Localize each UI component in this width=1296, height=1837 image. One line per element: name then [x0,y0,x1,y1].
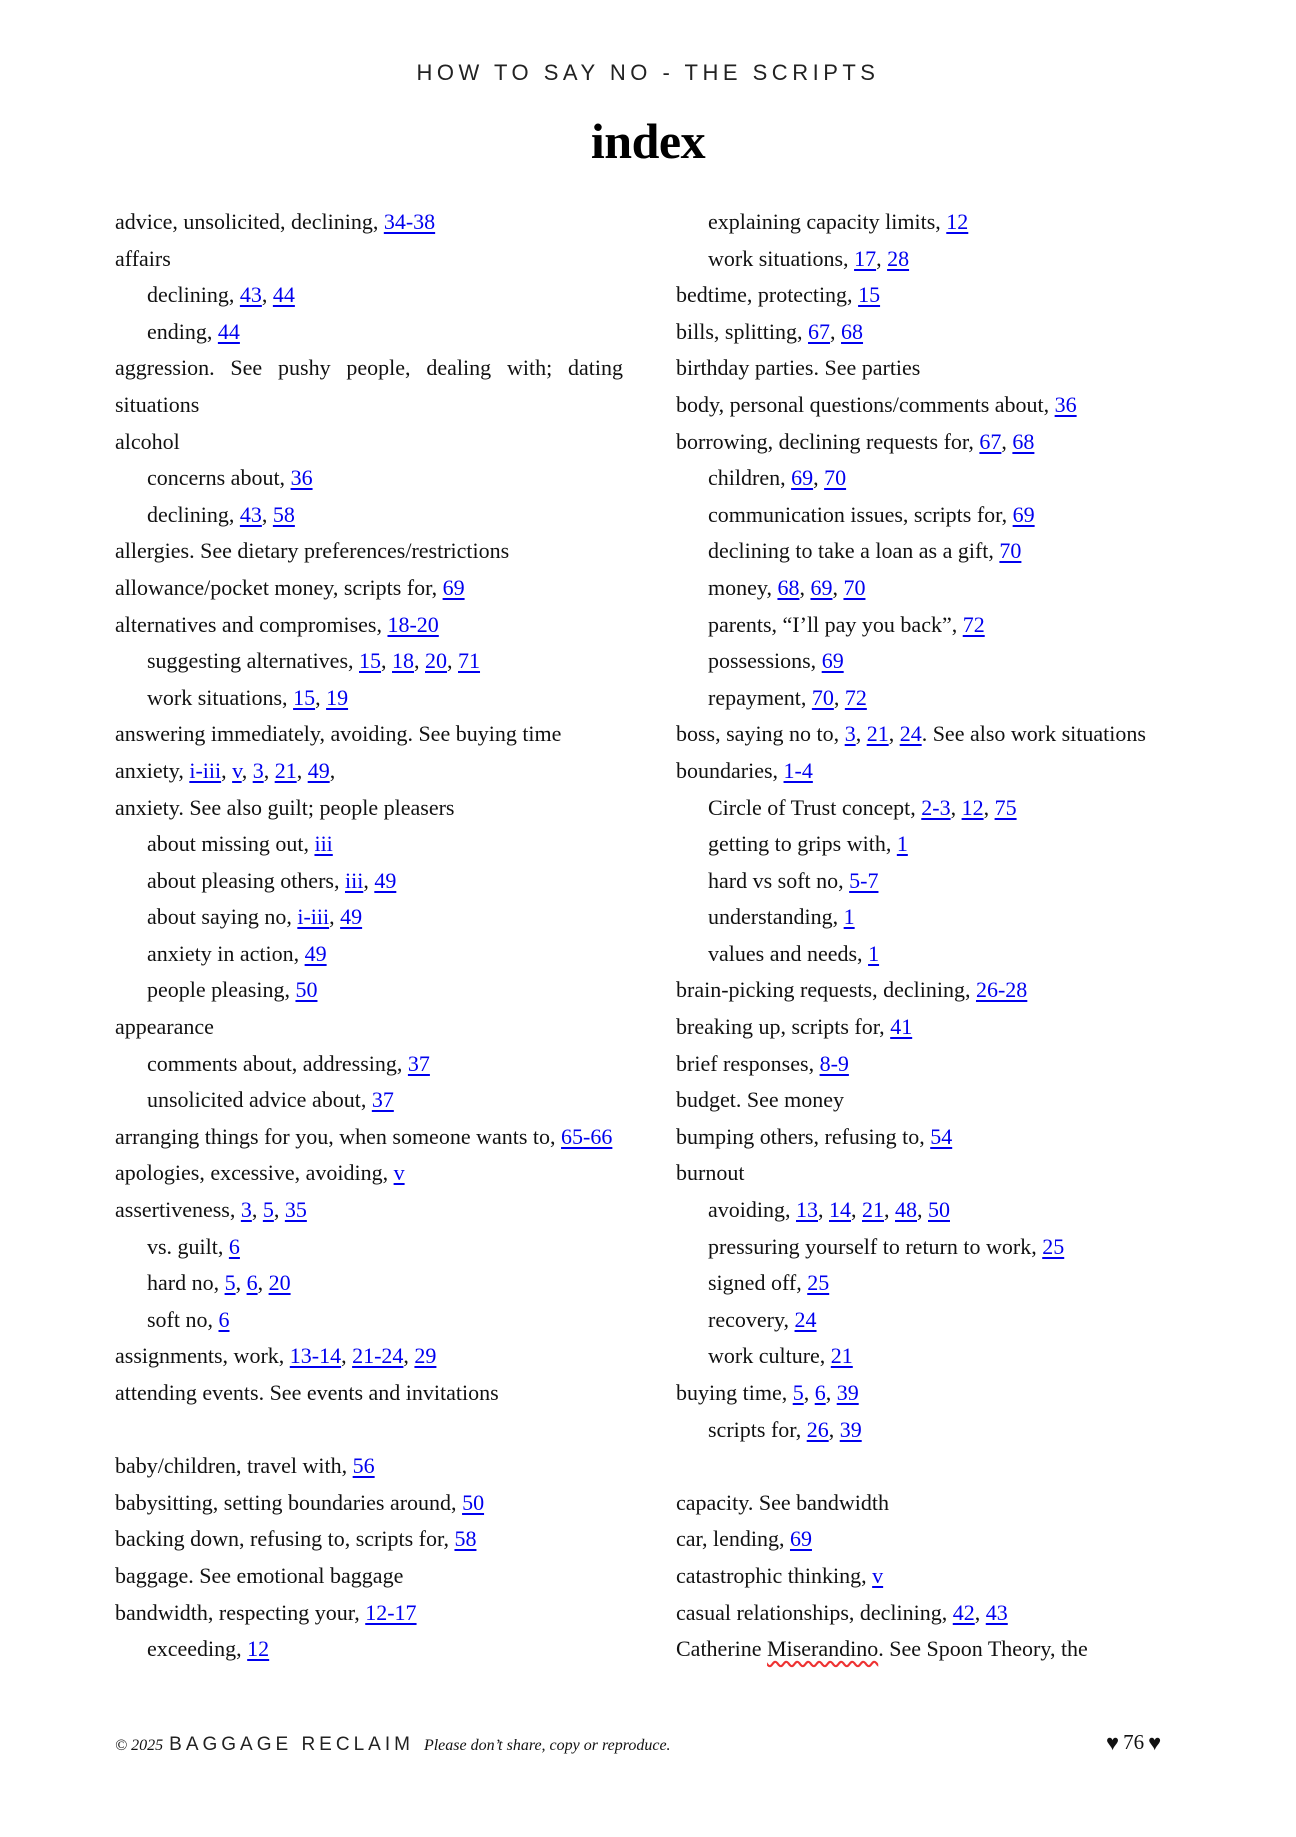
page-link[interactable]: 6 [246,1270,258,1296]
page-link[interactable]: 67 [979,428,1002,454]
index-entry: bills, splitting, 67, 68 [676,318,864,344]
page-link[interactable]: 1-4 [783,757,813,783]
entry-text: unsolicited advice about, [147,1087,372,1113]
entry-text: possessions, [708,648,822,674]
index-subentry [676,826,1184,863]
entry-text: advice, unsolicited, declining, [115,209,384,234]
page-link[interactable]: 3 [252,757,264,783]
page-link[interactable]: 36 [290,465,313,491]
page-link[interactable]: iii [314,831,333,857]
index-subentry: money, 68, 69, 70 [708,574,866,600]
index-entry: casual relationships, declining, 42, 43 [676,1599,1008,1625]
index-entry: boss, saying no to, 3, 21, 24. See also work situations [676,721,1146,747]
index-subentry: about pleasing others, iii, 49 [147,867,397,893]
page-link[interactable]: 1 [868,940,880,966]
index-entry [115,350,623,423]
index-subentry [115,314,623,351]
entry-text: anxiety. See also guilt; people pleasers [115,794,455,820]
page-link[interactable]: 12 [961,794,984,820]
entry-text: about missing out, [147,831,315,857]
index-subentry [676,1229,1184,1266]
entry-text: anxiety in action, [147,940,305,966]
page-link[interactable]: 21 [830,1343,853,1369]
page-link[interactable]: 58 [454,1526,477,1552]
entry-text: repayment, [708,684,812,710]
index-subentry: work situations, 15, 19 [147,684,349,710]
index-subentry [115,936,623,973]
entry-text: allowance/pocket money, scripts for, [115,574,443,600]
page-link[interactable]: 25 [807,1270,830,1296]
page-link[interactable]: 20 [425,648,448,674]
page-link[interactable]: 17 [854,245,877,271]
entry-text: borrowing, declining requests for, [676,428,980,454]
index-entry [115,570,623,607]
page-link[interactable]: 36 [1054,391,1077,417]
index-subentry [676,497,1184,534]
index-entry [115,1448,623,1485]
page-link[interactable]: 69 [821,648,844,674]
index-subentry [676,899,1184,936]
index-entry [115,1119,623,1156]
page-link[interactable]: i-iii [297,904,330,930]
page-link[interactable]: 18 [392,648,415,674]
page-link[interactable]: 34-38 [383,209,436,234]
index-entry [115,1485,623,1522]
page-link[interactable]: 68 [777,574,800,600]
section-gap [676,1448,1184,1485]
page-link[interactable]: 39 [839,1416,862,1442]
index-column-left [115,204,623,1668]
index-entry [115,716,623,753]
page-link[interactable]: 15 [293,684,316,710]
index-subentry: declining, 43, 58 [147,501,295,527]
entry-text: work situations, [708,245,855,271]
copyright: © 2025 [115,1737,164,1754]
entry-text: Circle of Trust concept, [708,794,922,820]
entry-text: Catherine [676,1636,768,1662]
index-entry [115,1558,623,1595]
page-link[interactable]: 5-7 [849,867,879,893]
page-link[interactable]: 75 [994,794,1017,820]
index-entry [115,424,623,461]
index-entry [676,387,1184,424]
page-link[interactable]: iii [344,867,364,893]
page-link[interactable]: 49 [340,904,363,930]
index-subentry: suggesting alternatives, 15, 18, 20, 71 [147,648,481,674]
page-link[interactable]: 5 [262,1197,274,1223]
entry-text: birthday parties. See parties [676,355,921,381]
page-link[interactable]: 69 [810,574,833,600]
page-link[interactable]: 70 [843,574,866,600]
index-subentry: declining, 43, 44 [147,282,295,308]
page-link[interactable]: 26 [806,1416,829,1442]
index-subentry [115,1082,623,1119]
page-link[interactable]: 12 [247,1636,270,1662]
page-link[interactable]: 44 [217,318,240,344]
index-entry [115,1521,623,1558]
entry-text: pressuring yourself to return to work, [708,1233,1043,1259]
page-link[interactable]: 21 [274,757,297,783]
index-subentry [676,1302,1184,1339]
page-link[interactable]: 21 [862,1197,884,1223]
index-entry [115,533,623,570]
page-link[interactable]: 50 [928,1197,950,1223]
index-subentry: repayment, 70, 72 [708,684,867,710]
index-entry [115,790,623,827]
page-link[interactable]: 71 [458,648,481,674]
page-link[interactable]: 2-3 [921,794,951,820]
index-column-right [676,204,1184,1668]
entry-text: work situations, [147,684,294,710]
page-link[interactable]: 25 [1042,1233,1065,1259]
index-entry: anxiety, i-iii, v, 3, 21, 49, [115,757,336,783]
page-link[interactable]: 24 [899,721,922,747]
page-link[interactable]: 18-20 [387,611,439,637]
page-link[interactable]: 1 [896,831,908,857]
page-link[interactable]: 15 [858,282,881,308]
entry-text: boundaries, [676,757,784,783]
page-link[interactable]: 42 [952,1599,975,1625]
index-subentry [676,863,1184,900]
index-subentry: Circle of Trust concept, 2-3, 12, 75 [708,794,1017,820]
index-subentry [676,204,1184,241]
page-link[interactable]: 49 [304,940,327,966]
page-link[interactable]: 54 [930,1123,953,1149]
footer [115,1734,671,1756]
entry-text: casual relationships, declining, [676,1599,953,1625]
page-link[interactable]: 19 [326,684,349,710]
page-link[interactable]: 68 [1012,428,1035,454]
page-link[interactable]: 70 [999,538,1022,564]
page-link[interactable]: 24 [794,1306,817,1332]
page-link[interactable]: 21 [866,721,889,747]
entry-text: car, lending, [676,1526,790,1552]
page-link[interactable]: 50 [295,977,318,1003]
page-link[interactable]: 28 [887,245,910,271]
entry-trailing-text: . See Spoon Theory, the [878,1636,1088,1662]
index-subentry [115,1229,623,1266]
copy-notice: Please don’t share, copy or reproduce. [423,1737,671,1754]
entry-trailing-text: , [329,757,336,783]
entry-text: backing down, refusing to, scripts for, [115,1526,455,1552]
entry-text: about pleasing others, [147,867,345,893]
index-entry [676,753,1184,790]
index-subentry: scripts for, 26, 39 [708,1416,862,1442]
entry-text: allergies. See dietary preferences/restrictions [115,538,510,564]
index-entry [115,241,623,278]
entry-text: communication issues, scripts for, [708,501,1013,527]
entry-text: attending events. See events and invitations [115,1380,499,1405]
page-link[interactable]: 5 [224,1270,236,1296]
entry-text: bedtime, protecting, [676,282,859,308]
index-entry [115,1375,623,1412]
index-subentry: about saying no, i-iii, 49 [147,904,363,930]
index-subentry [115,972,623,1009]
entry-text: signed off, [708,1270,808,1296]
page-link[interactable]: 1 [843,904,855,930]
entry-text: scripts for, [708,1416,807,1442]
page-link[interactable]: 5 [792,1380,804,1405]
page-link[interactable]: 69 [791,465,814,491]
index-entry [676,1082,1184,1119]
index-entry [115,1009,623,1046]
index-entry [676,1119,1184,1156]
page-link[interactable]: 12 [946,209,969,234]
brand-name: BAGGAGE RECLAIM [169,1734,414,1755]
entry-text: declining, [147,282,240,308]
page-link[interactable]: 56 [352,1453,375,1479]
entry-text: avoiding, [708,1197,796,1223]
entry-text: babysitting, setting boundaries around, [115,1489,463,1515]
page-link[interactable]: 26-28 [975,977,1028,1003]
entry-text: concerns about, [147,465,291,491]
entry-text: people pleasing, [147,977,296,1003]
page-link[interactable]: i-iii [189,757,222,783]
spellcheck-flagged-word: Miserandino [767,1636,879,1662]
entry-text: declining, [147,501,240,527]
index-entry [676,1046,1184,1083]
entry-text: body, personal questions/comments about, [676,391,1055,417]
page-link[interactable]: 13-14 [289,1343,342,1369]
entry-text: suggesting alternatives, [147,648,360,674]
page-link[interactable]: 44 [272,282,295,308]
page-link[interactable]: 72 [844,684,867,710]
entry-text: soft no, [147,1306,219,1332]
page-link[interactable]: 21-24 [352,1343,404,1369]
index-entry [676,277,1184,314]
entry-text: answering immediately, avoiding. See buying time [115,721,562,747]
entry-text: understanding, [708,904,844,930]
index-subentry: hard no, 5, 6, 20 [147,1270,291,1296]
page-link[interactable]: 70 [811,684,834,710]
page-link[interactable]: 35 [284,1197,307,1223]
index-subentry [115,1631,623,1668]
entry-text: money, [708,574,778,600]
entry-text: recovery, [708,1306,795,1332]
index-subentry [115,1046,623,1083]
index-subentry [676,936,1184,973]
page-link[interactable]: 8-9 [819,1050,849,1076]
entry-text: brain-picking requests, declining, [676,977,976,1003]
entry-text: bills, splitting, [676,318,809,344]
page-link[interactable]: v [872,1562,884,1588]
page-link[interactable]: 50 [462,1489,485,1515]
page-link[interactable]: 70 [824,465,847,491]
entry-text: comments about, addressing, [147,1050,408,1076]
entry-text: vs. guilt, [147,1233,229,1259]
index-entry [115,1155,623,1192]
page-link[interactable]: 58 [272,501,295,527]
entry-text: affairs [115,245,171,271]
index-subentry [676,1338,1184,1375]
page-link[interactable]: 41 [890,1014,913,1040]
page-link[interactable]: 6 [218,1306,230,1332]
page-link[interactable]: 67 [808,318,831,344]
index-entry [115,607,623,644]
entry-text: explaining capacity limits, [708,209,947,234]
page-link[interactable]: 3 [240,1197,252,1223]
entry-text: alternatives and compromises, [115,611,388,637]
entry-text: baggage. See emotional baggage [115,1562,404,1588]
page-link[interactable]: 72 [962,611,985,637]
entry-text: breaking up, scripts for, [676,1014,891,1040]
index-entry [676,1009,1184,1046]
index-entry [115,1595,623,1632]
index-subentry: avoiding, 13, 14, 21, 48, 50 [708,1197,950,1223]
entry-text: budget. See money [676,1087,845,1113]
index-entry [676,1155,1184,1192]
page-link[interactable]: 14 [829,1197,851,1223]
page-link[interactable]: 69 [789,1526,812,1552]
entry-text: about saying no, [147,904,298,930]
index-subentry [676,607,1184,644]
running-head: HOW TO SAY NO - THE SCRIPTS [416,60,880,85]
index-subentry [115,460,623,497]
entry-text: assignments, work, [115,1343,290,1369]
index-entry: borrowing, declining requests for, 67, 68 [676,428,1035,454]
entry-text: work culture, [708,1343,831,1369]
index-entry: buying time, 5, 6, 39 [676,1380,859,1405]
index-entry [676,1485,1184,1522]
index-entry: assertiveness, 3, 5, 35 [115,1197,307,1223]
page-link[interactable]: 39 [836,1380,859,1405]
index-entry [115,204,623,241]
page-link[interactable]: 15 [359,648,382,674]
entry-text: bandwidth, respecting your, [115,1599,366,1625]
entry-text: declining to take a loan as a gift, [708,538,1000,564]
page-link[interactable]: 49 [374,867,397,893]
page-link[interactable]: 13 [796,1197,818,1223]
entry-text: brief responses, [676,1050,820,1076]
entry-text: buying time, [676,1380,793,1405]
index-subentry: work situations, 17, 28 [708,245,910,271]
entry-text: appearance [115,1014,214,1040]
entry-text: aggression. See pushy people, dealing with; dating situations [115,355,623,417]
entry-text: hard no, [147,1270,225,1296]
page-link[interactable]: v [393,1160,405,1186]
index-subentry [676,643,1184,680]
page-link[interactable]: 69 [1012,501,1035,527]
entry-text: exceeding, [147,1636,248,1662]
entry-text: ending, [147,318,218,344]
entry-text: burnout [676,1160,745,1186]
entry-text: values and needs, [708,940,869,966]
page-link[interactable]: 69 [442,574,465,600]
page-link[interactable]: 68 [841,318,864,344]
index-entry [676,1558,1184,1595]
entry-trailing-text: . See also work situations [921,721,1146,747]
index-entry [676,1631,1184,1668]
entry-text: arranging things for you, when someone wants to, [115,1123,562,1149]
entry-text: baby/children, travel with, [115,1453,353,1479]
page-link[interactable]: 37 [371,1087,394,1113]
index-entry: assignments, work, 13-14, 21-24, 29 [115,1343,437,1369]
entry-text: anxiety, [115,757,190,783]
page-link[interactable]: 20 [268,1270,291,1296]
index-subentry: children, 69, 70 [708,465,847,491]
page-link[interactable]: 65-66 [561,1123,613,1149]
page-link[interactable]: 37 [407,1050,430,1076]
page-link[interactable]: 43 [985,1599,1008,1625]
page-link[interactable]: 6 [228,1233,240,1259]
entry-text: getting to grips with, [708,831,897,857]
entry-text: boss, saying no to, [676,721,845,747]
index-subentry [676,1265,1184,1302]
page-link[interactable]: v [232,757,242,783]
entry-text: parents, “I’ll pay you back”, [708,611,963,637]
entry-text: alcohol [115,428,180,454]
heart-icon: ♥ [1106,1729,1120,1755]
entry-text: assertiveness, [115,1197,241,1223]
index-entry [676,1521,1184,1558]
entry-text: children, [708,465,792,491]
index-subentry [115,826,623,863]
heart-icon: ♥ [1148,1729,1162,1755]
page-link[interactable]: 29 [414,1343,437,1369]
index-subentry [115,1302,623,1339]
entry-text: hard vs soft no, [708,867,850,893]
page-link[interactable]: 3 [844,721,856,747]
entry-text: capacity. See bandwidth [676,1489,889,1515]
page-title: index [590,113,706,169]
entry-text: apologies, excessive, avoiding, [115,1160,394,1186]
page-link[interactable]: 43 [239,282,262,308]
page-link[interactable]: 43 [239,501,262,527]
page-number: 76 [1123,1730,1145,1754]
page-link[interactable]: 6 [814,1380,826,1405]
index-subentry [676,533,1184,570]
page-link[interactable]: 48 [895,1197,917,1223]
page-number-block [1106,1730,1161,1755]
index-entry [676,972,1184,1009]
page-link[interactable]: 49 [307,757,330,783]
section-gap [115,1412,623,1449]
index-entry [676,350,1184,387]
entry-text: catastrophic thinking, [676,1562,873,1588]
entry-text: bumping others, refusing to, [676,1123,931,1149]
page-link[interactable]: 12-17 [365,1599,417,1625]
